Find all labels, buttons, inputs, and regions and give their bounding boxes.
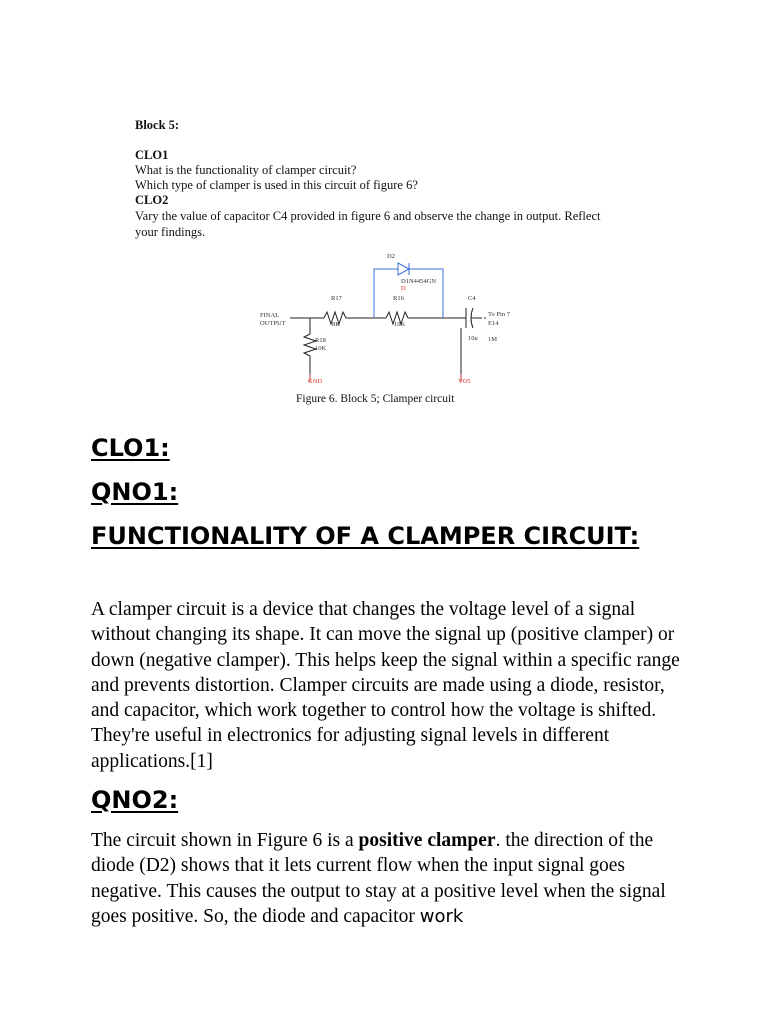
clo2-line-2: your findings. [135, 225, 206, 239]
label-diode-part2: D [401, 285, 406, 292]
qno2-positive-clamper: positive clamper [358, 830, 496, 851]
label-c4: C4 [468, 295, 476, 302]
paragraph-qno2 [91, 828, 691, 929]
label-final: FINAL [260, 312, 280, 319]
label-r17: R17 [331, 295, 342, 302]
question-image [128, 112, 638, 412]
clo2-label: CLO2 [135, 193, 169, 207]
label-diode-part: D1N4454GN [401, 278, 437, 285]
clo2-line-1: Vary the value of capacitor C4 provided in figure 6 and observe the change in output. Reflect [135, 209, 601, 223]
qno2-rest: . the direction of the diode (D2) shows that it lets current flow when the input signal goes negative. This causes the output to stay at a positive level when the signal goes positive. So, the diode and capacitor [91, 830, 666, 927]
clo1-question-2: Which type of clamper is used in this circuit of figure 6? [135, 178, 418, 192]
clamper-circuit-schematic [128, 112, 638, 412]
label-to-pin: To Pin 7 [488, 311, 510, 318]
label-r18: R18 [315, 337, 326, 344]
qno2-intro: The circuit shown in Figure 6 is a [91, 830, 359, 851]
label-r16-value: 10K [394, 321, 406, 328]
label-r18-value: 10K [315, 345, 327, 352]
label-r16: R16 [393, 295, 404, 302]
label-gnd: GND [308, 378, 323, 385]
clo1-label: CLO1 [135, 148, 169, 162]
block-title: Block 5: [135, 118, 180, 132]
label-1m: 1M [488, 336, 498, 343]
label-cap-value: 10u [468, 335, 478, 342]
label-r17-value: 8K [332, 321, 340, 328]
label-vo5: VO5 [458, 378, 471, 385]
heading-clo1: CLO1: [91, 434, 170, 462]
heading-qno2: QNO2: [91, 786, 179, 814]
heading-qno1: QNO1: [91, 478, 179, 506]
clo1-question-1: What is the functionality of clamper circuit? [135, 163, 357, 177]
label-e14: E14 [488, 320, 499, 327]
label-output: OUTPUT [260, 320, 286, 327]
paragraph-functionality: A clamper circuit is a device that changes the voltage level of a signal without changing its shape. It can move the signal up (positive clamper) or down (negative clamper). This helps keep the signal within a specific range and prevents distortion. Clamper circuits are made using a diode, resistor, and capacitor, which work together to control how the voltage is shifted. They're useful in electronics for adjusting signal levels in different applications.[1] [91, 599, 680, 772]
label-d2: D2 [387, 253, 395, 260]
heading-functionality: FUNCTIONALITY OF A CLAMPER CIRCUIT: [91, 522, 640, 550]
qno2-tail: work [419, 905, 464, 927]
figure-caption: Figure 6. Block 5; Clamper circuit [296, 393, 455, 405]
